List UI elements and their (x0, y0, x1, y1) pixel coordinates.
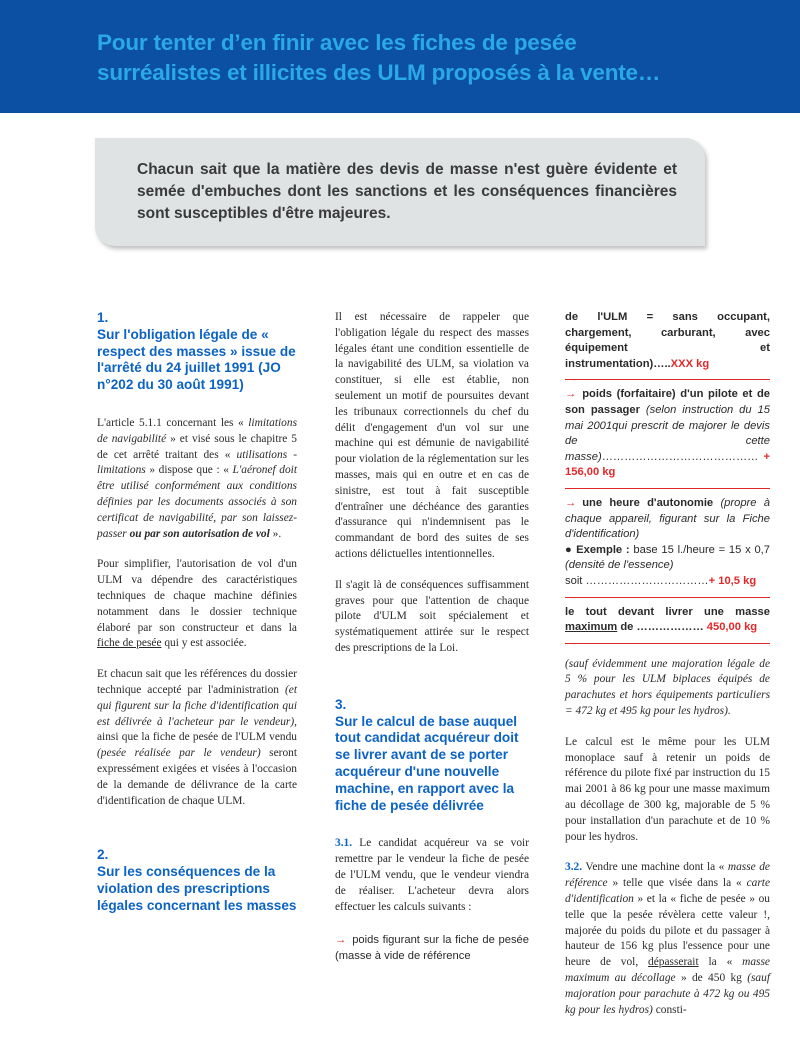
text-run: poids figurant sur la fiche de pesée (masse à vide de référence (335, 934, 529, 962)
text-run: base 15 l./heure = 15 x 0,7 (633, 543, 770, 556)
divider (565, 379, 770, 380)
text-run: » de 450 kg (675, 972, 748, 985)
text-run: (selon instruction du 15 mai 2001qui prescrit de majorer le devis de cette masse) (565, 403, 770, 463)
divider (565, 643, 770, 644)
title-line-2: surréalistes et illicites des ULM proposés à la vente… (97, 60, 661, 85)
column-1 (97, 310, 297, 915)
intro-box (95, 138, 705, 246)
text-run: » et la « fiche de pesée » ou telle que la pesée révèlera cette valeur !, majorée du poids du pilote et du passager à hauteur de 156 kg plus l'essence pour une heure de vol, (565, 893, 770, 969)
col2-paragraph-3 (335, 836, 529, 915)
text-run: de l'ULM = sans occupant, chargement, carburant, avec équipement et instrumentation)….. (565, 311, 770, 370)
col3-paragraph-3 (565, 860, 770, 1018)
text-run: ». (269, 527, 282, 540)
text-run: masse de référence (565, 861, 770, 890)
text-run: L'aéronef doit être utilisé conformément aux conditions définies par les documents associés à son certificat de navigabilité, par son laissez-passer (97, 464, 297, 540)
text-run: maximum (565, 621, 618, 634)
paragraph-number: 3.1. (335, 837, 353, 850)
text-run: (pesée réalisée par le vendeur) (97, 747, 261, 760)
section-1-heading (97, 310, 297, 394)
column-3 (565, 310, 770, 1018)
text-run: (sauf majoration pour parachute à 472 kg ou 495 kg pour les hydros) (565, 972, 770, 1016)
text-run: carte d'identification (565, 877, 770, 906)
col1-paragraph-3 (97, 667, 297, 809)
intro-text: Chacun sait que la matière des devis de masse n'est guère évidente et semée d'embuches dont les sanctions et les conséquences financières sont susceptibles d'être majeures. (137, 161, 677, 222)
col2-paragraph-1: Il est nécessaire de rappeler que l'obligation légale du respect des masses légales étant une condition essentielle de la navigabilité des ULM, sa violation va constituer, si elle est établie, non seulement un motif de poursuites devant les tribunaux correctionnels du chef du délit d'engagement d'un vol sur une machine qui est démunie de navigabilité pour violation de la réglementation sur les masses, mais qui en outre et en cas de sinistre, est tout à fait susceptible d'entraîner une déchéance des garanties d'assurance qui n'indemnisent pas le commandant de bord des suites de ses actions délictuelles intentionnelles. (335, 311, 529, 560)
col1-paragraph-2 (97, 557, 297, 652)
text-run: Et chacun sait que les références du dossier technique accepté par l'administration (97, 668, 297, 696)
calc-item-3 (565, 496, 770, 543)
section-2-number: 2. (97, 847, 109, 863)
text-run: consti- (652, 1003, 687, 1016)
section-2-title: Sur les conséquences de la violation des prescriptions légales concernant les masses (97, 864, 297, 913)
text-run: utilisations - limitations (97, 448, 297, 477)
text-run: soit …………………………… (565, 574, 709, 587)
text-run: » telle que visée dans la « (607, 877, 747, 890)
calc-item-2 (565, 387, 770, 481)
value-text: + 10,5 kg (708, 574, 757, 587)
text-run: poids (forfaitaire) d'un pilote et de son passager (565, 388, 770, 416)
text-run: la « (698, 956, 743, 969)
text-run: dépasserait (648, 956, 699, 969)
col1-paragraph-1 (97, 416, 297, 542)
column-2 (335, 310, 529, 964)
text-run: ou par son autorisation de vol (129, 527, 270, 540)
arrow-right-icon: → (335, 934, 347, 947)
text-run: L'article 5.1.1 concernant les « (97, 416, 249, 429)
text-run: ● Exemple : (565, 543, 634, 556)
paragraph-number: 3.2. (565, 861, 583, 874)
text-run: seront expressément exigées et visées à l'occasion de la demande de délivrance de la carte d'identification de chaque ULM. (97, 747, 298, 807)
text-run: une heure d'autonomie (582, 496, 721, 509)
section-1-number: 1. (97, 310, 109, 325)
calc-item-1 (335, 933, 529, 964)
text-run: le tout devant livrer une masse (565, 605, 770, 618)
value-text: 450,00 kg (706, 621, 758, 634)
section-1-title: Sur l'obligation légale de « respect des masses » issue de l'arrêté du 24 juillet 1991 (JO n°202 du 30 août 1991) (97, 326, 296, 393)
divider (565, 488, 770, 489)
text-run: fiche de pesée (97, 637, 162, 650)
text-run: » et visé sous le chapitre 5 de cet arrêté traitant des « (97, 432, 297, 461)
text-run: (et qui figurent sur la fiche d'identification qui est délivrée à l'acheteur par le vendeur) (97, 683, 297, 728)
calc-example (565, 543, 770, 590)
calc-total (565, 605, 770, 636)
text-run: Pour simplifier, l'autorisation de vol d'un ULM va dépendre des caractéristiques techniques de chaque machine définies notamment dans le dossier technique élaboré par son constructeur et dans la (97, 558, 297, 634)
title-line-1: Pour tenter d’en finir avec les fiches de pesée (97, 30, 577, 55)
text-run: » dispose que : « (145, 464, 233, 477)
text-run: (densité de l'essence) (565, 559, 674, 572)
divider (565, 597, 770, 598)
page-title (97, 28, 787, 88)
arrow-right-icon: → (565, 496, 577, 509)
col3-paragraph-1: (sauf évidemment une majoration légale de 5 % pour les ULM biplaces équipés de parachutes et hors équipements particuliers = 472 kg et 495 kg pour les hydros). (565, 657, 770, 718)
calc-item-1-cont (565, 310, 770, 372)
text-run: de ……………… (617, 621, 707, 634)
text-run: (propre à chaque appareil, figurant sur la Fiche d'identification) (565, 496, 771, 541)
section-3-title: Sur le calcul de base auquel tout candidat acquéreur doit se livrer avant de se porter acquéreur d'une nouvelle machine, en rapport avec la fiche de pesée délivrée (335, 713, 519, 813)
section-3-heading (335, 697, 529, 815)
section-3-number: 3. (335, 696, 347, 712)
col3-paragraph-2: Le calcul est le même pour les ULM monoplace sauf à retenir un poids de référence du pilote fixé par instruction du 15 mai 2001 à 86 kg pour une masse maximum au décollage de 300 kg, majorable de 5 % pour installation d'un parachute et de 10 % pour les hydros. (565, 735, 770, 843)
value-text: XXX kg (670, 357, 710, 370)
text-run: , ainsi que la fiche de pesée de l'ULM vendu (97, 715, 297, 744)
text-run: limitations de navigabilité (97, 416, 297, 445)
arrow-right-icon: → (565, 388, 577, 401)
text-run: Le candidat acquéreur va se voir remettre par le vendeur la fiche de pesée de l'ULM vendu, que le vendeur viendra de réaliser. L'acheteur devra alors effectuer les calculs suivants : (335, 837, 529, 913)
text-run: qui y est associée. (161, 637, 247, 650)
text-run: masse maximum au décollage (565, 956, 770, 985)
col2-paragraph-2: Il s'agit là de conséquences suffisamment graves pour que l'attention de chaque pilote d'ULM soit spécialement et systématiquement attirée sur le respect des prescriptions de la Loi. (335, 578, 529, 654)
text-run: Vendre une machine dont la « (582, 861, 728, 874)
header-banner (0, 0, 800, 113)
section-2-heading (97, 847, 297, 914)
value-text: + 156,00 kg (565, 450, 770, 479)
text-run: …………………………………… (601, 450, 759, 463)
